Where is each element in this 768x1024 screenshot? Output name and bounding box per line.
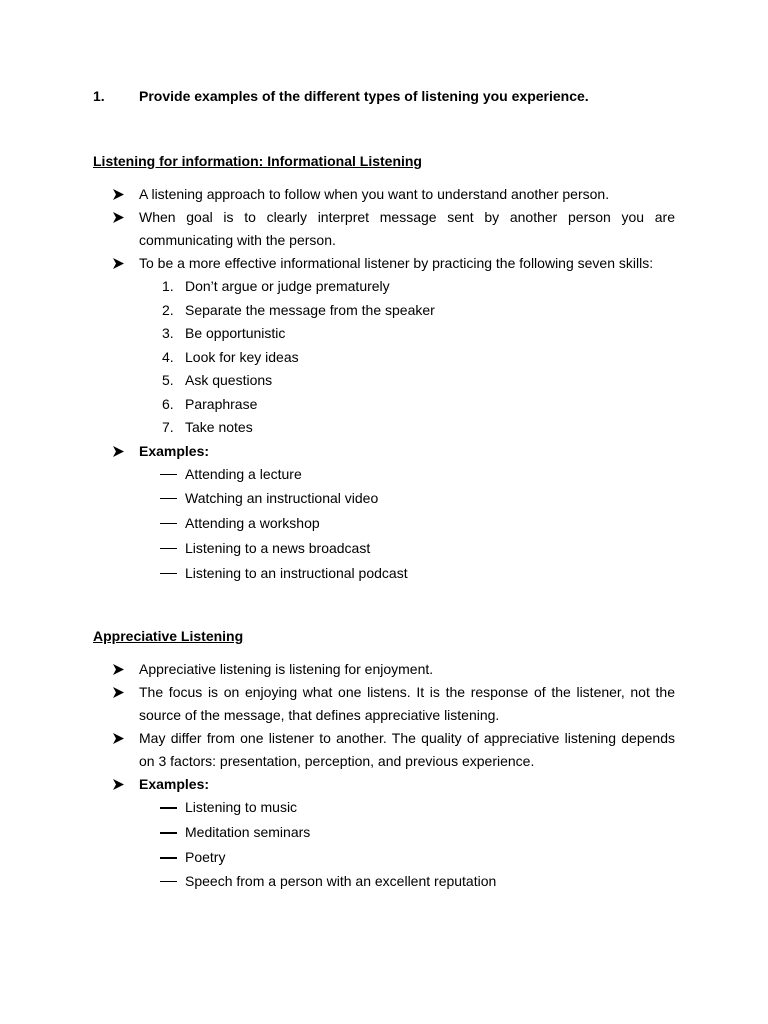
bullet-text: A listening approach to follow when you want to understand another person. [139, 186, 610, 202]
appreciative-heading: Appreciative Listening [93, 628, 244, 644]
skill-text: Don’t argue or judge prematurely [185, 278, 390, 294]
em-dash-icon [160, 881, 177, 882]
example-item [139, 821, 675, 846]
examples-list [139, 796, 675, 895]
em-dash-icon [160, 807, 177, 809]
appreciative-section [93, 625, 675, 895]
skill-number: 1. [162, 278, 174, 294]
list-item [93, 727, 675, 773]
skill-text: Take notes [185, 419, 253, 435]
bullet-text: May differ from one listener to another. The quality of appreciative listening depends on 3 factors: presentation, perception, and previous experience. [139, 730, 675, 769]
skill-number: 5. [162, 372, 174, 388]
question-text: Provide examples of the different types of listening you experience. [139, 88, 589, 104]
example-item [139, 463, 675, 488]
list-item [93, 206, 675, 252]
example-item [139, 537, 675, 562]
skill-text: Ask questions [185, 372, 273, 388]
example-item [139, 846, 675, 871]
em-dash-icon [160, 474, 177, 475]
em-dash-icon [160, 548, 177, 549]
list-item [93, 773, 675, 895]
em-dash-icon [160, 832, 177, 834]
skill-number: 3. [162, 325, 174, 341]
examples-label: Examples: [139, 442, 210, 459]
example-item [139, 870, 675, 895]
arrowhead-bullet-icon [113, 206, 127, 229]
example-item [139, 487, 675, 512]
informational-bullets [93, 183, 675, 586]
example-text: Speech from a person with an excellent reputation [185, 873, 497, 890]
em-dash-icon [160, 857, 177, 859]
skill-item [139, 322, 675, 346]
appreciative-bullets [93, 658, 675, 895]
example-text: Watching an instructional video [185, 490, 379, 507]
bullet-text: When goal is to clearly interpret message sent by another person you are communicating with the person. [139, 209, 675, 248]
example-text: Meditation seminars [185, 823, 311, 840]
arrowhead-bullet-icon [113, 183, 127, 206]
example-text: Listening to an instructional podcast [185, 564, 408, 581]
arrowhead-bullet-icon [113, 252, 127, 275]
arrowhead-bullet-icon [113, 658, 127, 681]
example-item [139, 796, 675, 821]
examples-list [139, 463, 675, 587]
example-text: Listening to a news broadcast [185, 539, 371, 556]
skill-number: 4. [162, 348, 174, 365]
list-item [93, 252, 675, 440]
skill-number: 2. [162, 301, 174, 318]
skill-item [139, 393, 675, 417]
question-number: 1. [93, 88, 105, 104]
skill-text: Be opportunistic [185, 325, 286, 341]
skill-text: Separate the message from the speaker [185, 301, 435, 318]
em-dash-icon [160, 573, 177, 574]
question-heading [93, 85, 589, 108]
example-text: Poetry [185, 848, 226, 865]
skill-item [139, 275, 675, 299]
skill-number: 6. [162, 395, 174, 412]
list-item [93, 440, 675, 587]
arrowhead-bullet-icon [113, 727, 127, 750]
skill-item [139, 369, 675, 393]
em-dash-icon [160, 523, 177, 524]
skill-item [139, 346, 675, 370]
example-item [139, 512, 675, 537]
list-item [93, 658, 675, 681]
informational-heading: Listening for information: Informational Listening [93, 153, 422, 169]
list-item [93, 183, 675, 206]
example-text: Listening to music [185, 799, 298, 815]
arrowhead-bullet-icon [113, 773, 127, 796]
examples-label: Examples: [139, 776, 210, 792]
em-dash-icon [160, 498, 177, 499]
example-text: Attending a lecture [185, 465, 302, 482]
skill-text: Look for key ideas [185, 348, 299, 365]
list-item [93, 681, 675, 727]
skills-list [139, 275, 675, 440]
arrowhead-bullet-icon [113, 681, 127, 704]
skill-item [139, 416, 675, 440]
skill-text: Paraphrase [185, 395, 258, 412]
skill-number: 7. [162, 419, 174, 435]
bullet-text: To be a more effective informational listener by practicing the following seven skills: [139, 255, 654, 271]
informational-section [93, 150, 675, 586]
example-item [139, 562, 675, 587]
bullet-text: The focus is on enjoying what one listens. It is the response of the listener, not the source of the message, that defines appreciative listening. [139, 684, 675, 723]
bullet-text: Appreciative listening is listening for enjoyment. [139, 661, 434, 677]
skill-item [139, 299, 675, 323]
arrowhead-bullet-icon [113, 440, 127, 463]
example-text: Attending a workshop [185, 515, 320, 532]
